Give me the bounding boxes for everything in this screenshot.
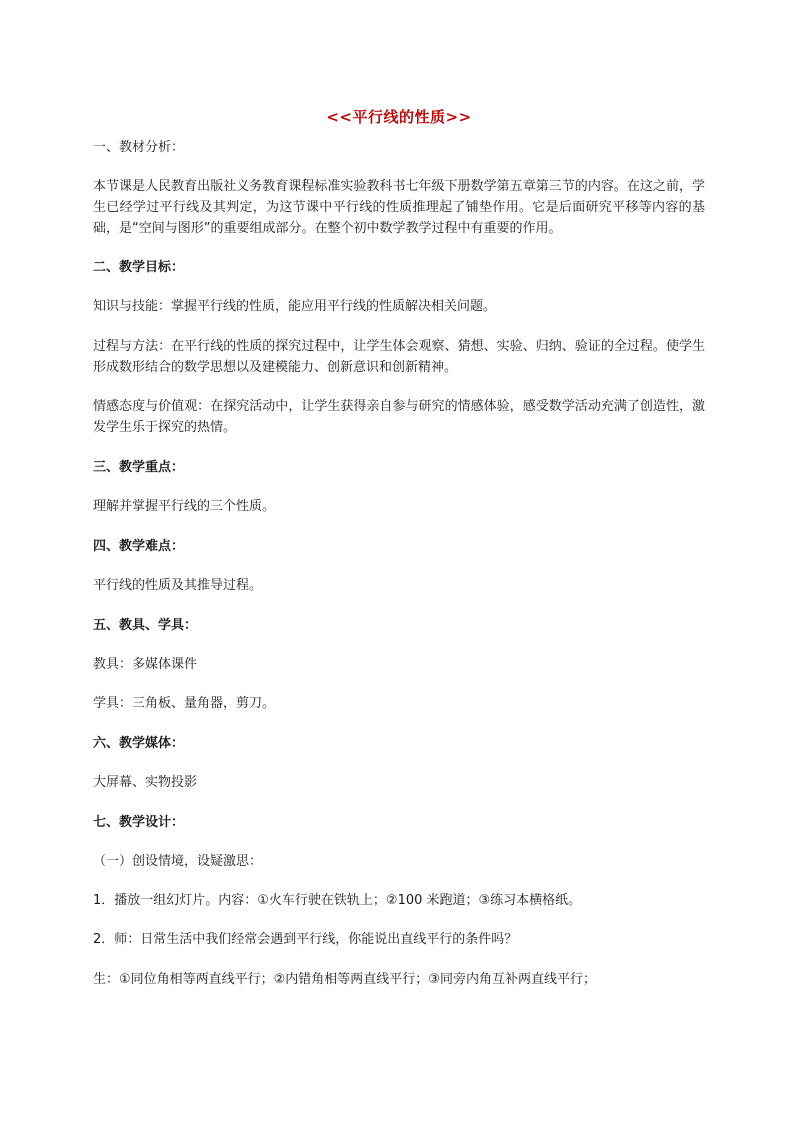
paragraph-student-aids: 学具：三角板、量角器，剪刀。 [93, 696, 276, 711]
paragraph-media: 大屏幕、实物投影 [93, 775, 198, 790]
paragraph-process-method: 过程与方法：在平行线的性质的探究过程中，让学生体会观察、猜想、实验、归纳、验证的全过程。使学生形成数形结合的数学思想以及建模能力、创新意识和创新精神。 [93, 339, 705, 375]
section-heading-key-points: 三、教学重点： [93, 460, 185, 475]
subsection-heading-scenario: （一）创设情境，设疑激思： [93, 854, 263, 869]
section-heading-difficulties: 四、教学难点： [93, 539, 185, 554]
paragraph-teacher-aids: 教具：多媒体课件 [93, 657, 198, 672]
section-heading-textbook-analysis: 一、教材分析： [93, 140, 185, 155]
section-heading-objectives: 二、教学目标： [93, 260, 185, 275]
paragraph-emotion-values: 情感态度与价值观：在探究活动中，让学生获得亲自参与研究的情感体验，感受数学活动充满了创造性，激发学生乐于探究的热情。 [93, 399, 705, 435]
list-item-slides: 1．播放一组幻灯片。内容：①火车行驶在铁轨上；②100 米跑道；③练习本横格纸。 [93, 893, 582, 908]
list-item-teacher-question: 2．师：日常生活中我们经常会遇到平行线，你能说出直线平行的条件吗？ [93, 932, 518, 947]
section-heading-teaching-aids: 五、教具、学具： [93, 618, 198, 633]
paragraph-knowledge-skills: 知识与技能：掌握平行线的性质，能应用平行线的性质解决相关问题。 [93, 299, 497, 314]
paragraph-student-answer: 生：①同位角相等两直线平行；②内错角相等两直线平行；③同旁内角互补两直线平行； [93, 972, 596, 987]
paragraph-difficulties: 平行线的性质及其推导过程。 [93, 578, 263, 593]
section-heading-design: 七、教学设计： [93, 815, 185, 830]
paragraph-textbook-analysis: 本节课是人民教育出版社义务教育课程标准实验教科书七年级下册数学第五章第三节的内容。在这之前，学生已经学过平行线及其判定，为这节课中平行线的性质推理起了铺垫作用。它是后面研究平移等内容的基础，是“空间与图形”的重要组成部分。在整个初中数学教学过程中有重要的作用。 [93, 179, 705, 236]
paragraph-key-points: 理解并掌握平行线的三个性质。 [93, 499, 276, 514]
section-heading-media: 六、教学媒体： [93, 736, 185, 751]
document-title: <<平行线的性质>> [326, 108, 472, 126]
